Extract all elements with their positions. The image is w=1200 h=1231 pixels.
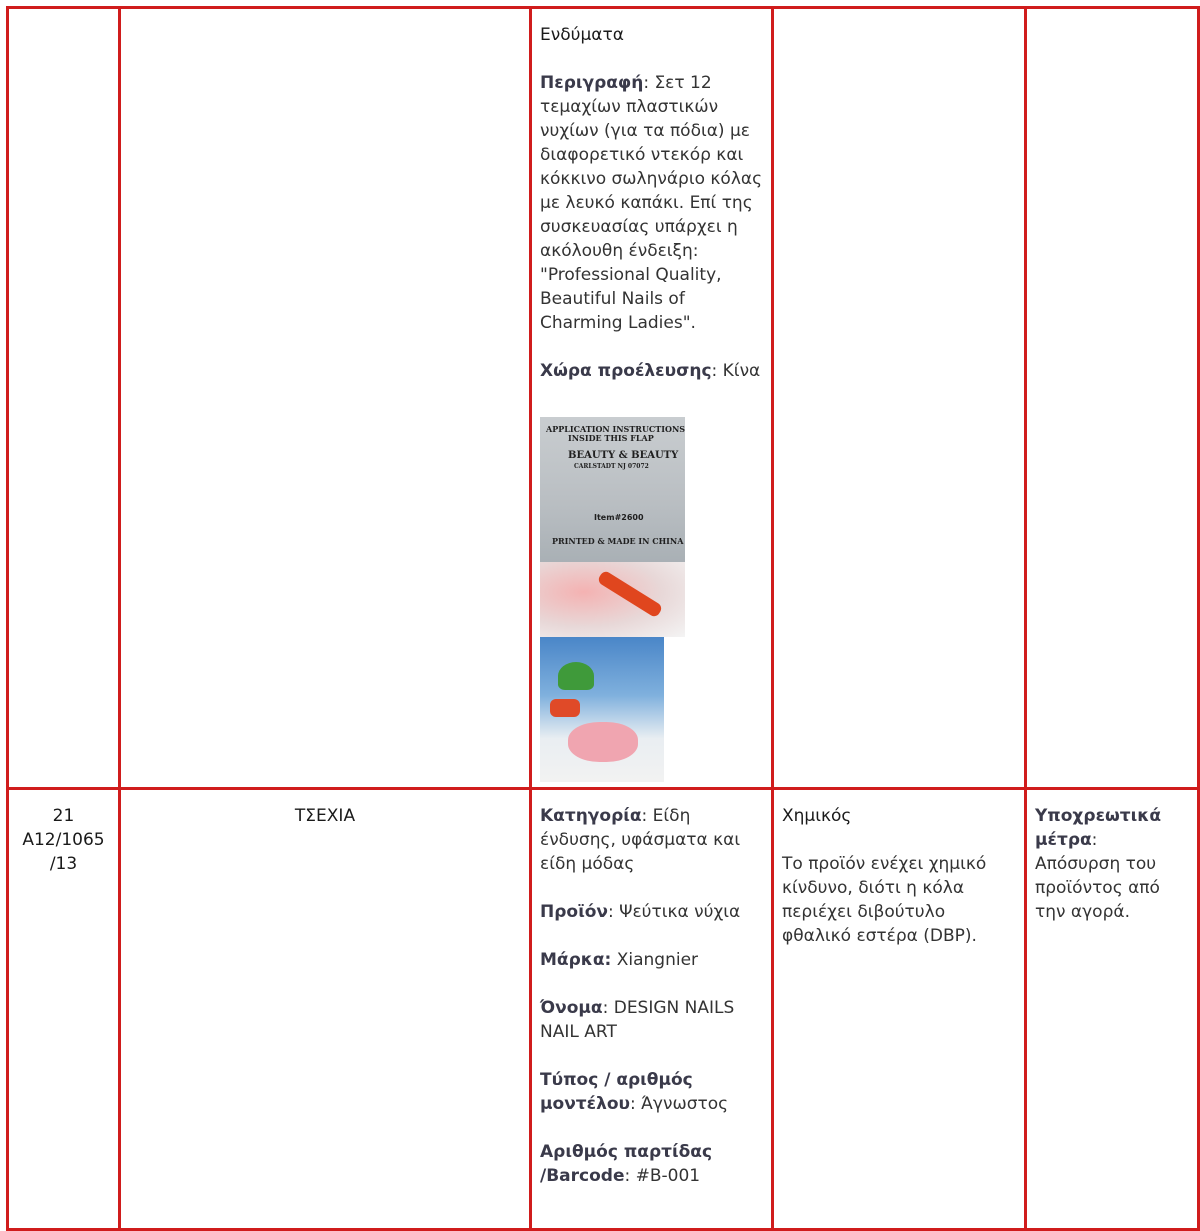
category-value-21: : Είδη ένδυσης, υφάσματα και είδη μόδας bbox=[540, 806, 741, 874]
description-label: Περιγραφή bbox=[540, 73, 644, 93]
notification-reference: A12/1065 /13 bbox=[22, 830, 105, 874]
product-block bbox=[540, 900, 763, 924]
name-label: Όνομα bbox=[540, 998, 603, 1018]
category-label: Κατηγορία bbox=[540, 806, 642, 826]
brand-label: Μάρκα: bbox=[540, 950, 612, 970]
photo-text-address: CARLSTADT NJ 07072 bbox=[574, 463, 649, 470]
cell-product-details bbox=[531, 8, 773, 789]
product-value: : Ψεύτικα νύχια bbox=[607, 902, 741, 922]
notification-number: 21 bbox=[52, 806, 75, 826]
measures-label: Υποχρεωτικά μέτρα bbox=[1035, 806, 1162, 850]
batch-value: : #B-001 bbox=[624, 1166, 701, 1186]
photo-text-item: Item#2600 bbox=[594, 513, 644, 522]
model-block bbox=[540, 1068, 763, 1116]
cell-country-empty bbox=[120, 8, 531, 789]
photo-text-instructions: APPLICATION INSTRUCTIONS bbox=[546, 424, 686, 434]
description-block bbox=[540, 71, 763, 335]
cell-risk bbox=[773, 789, 1026, 1230]
description-text: : Σετ 12 τεμαχίων πλαστικών νυχίων (για τα πόδια) με διαφορετικό ντεκόρ και κόκκινο σωληνάριο κόλας με λευκό καπάκι. Επί της συσκευασίας υπάρχει η ακόλουθη ένδειξη: "Professional Quality, Beautiful Nails of Charming Ladies". bbox=[540, 73, 763, 333]
cell-number-empty bbox=[8, 8, 120, 789]
model-value: : Άγνωστος bbox=[630, 1094, 729, 1114]
name-block bbox=[540, 996, 763, 1044]
batch-label: Αριθμός παρτίδας /Barcode bbox=[540, 1142, 713, 1186]
photo-text-brand: BEAUTY & BEAUTY bbox=[568, 450, 679, 461]
origin-label: Χώρα προέλευσης bbox=[540, 361, 712, 381]
cell-product-details-21 bbox=[531, 789, 773, 1230]
risk-type: Χημικός bbox=[782, 806, 852, 826]
cell-number bbox=[8, 789, 120, 1230]
product-photo-card bbox=[540, 637, 664, 782]
product-label: Προϊόν bbox=[540, 902, 608, 922]
brand-value: Xiangnier bbox=[611, 950, 699, 970]
table-row-previous bbox=[8, 8, 1199, 789]
photo-text-made-in: PRINTED & MADE IN CHINA bbox=[552, 536, 684, 546]
cell-country bbox=[120, 789, 531, 1230]
photo-text-flap: INSIDE THIS FLAP bbox=[568, 433, 654, 443]
report-table bbox=[6, 6, 1200, 1231]
cell-measures bbox=[1026, 789, 1199, 1230]
category-block bbox=[540, 804, 763, 876]
notifying-country: ΤΣΕΧΙΑ bbox=[294, 806, 356, 826]
product-photo-nails bbox=[540, 562, 685, 637]
origin-value: : Κίνα bbox=[711, 361, 761, 381]
origin-block bbox=[540, 359, 763, 383]
model-label: Τύπος / αριθμός μοντέλου bbox=[540, 1070, 693, 1114]
product-photo-package bbox=[540, 417, 685, 562]
measures-value: : Απόσυρση του προϊόντος από την αγορά. bbox=[1035, 830, 1160, 922]
cell-measures-empty bbox=[1026, 8, 1199, 789]
table-row-21 bbox=[8, 789, 1199, 1230]
name-value: : DESIGN NAILS NAIL ART bbox=[540, 998, 735, 1042]
brand-block bbox=[540, 948, 763, 972]
measures-block bbox=[1035, 804, 1189, 924]
batch-block bbox=[540, 1140, 763, 1188]
cell-risk-empty bbox=[773, 8, 1026, 789]
category-value: Ενδύματα bbox=[540, 25, 624, 45]
product-photos bbox=[540, 417, 763, 787]
risk-description: Το προϊόν ενέχει χημικό κίνδυνο, διότι η κόλα περιέχει διβούτυλο φθαλικό εστέρα (DBP). bbox=[782, 854, 987, 946]
